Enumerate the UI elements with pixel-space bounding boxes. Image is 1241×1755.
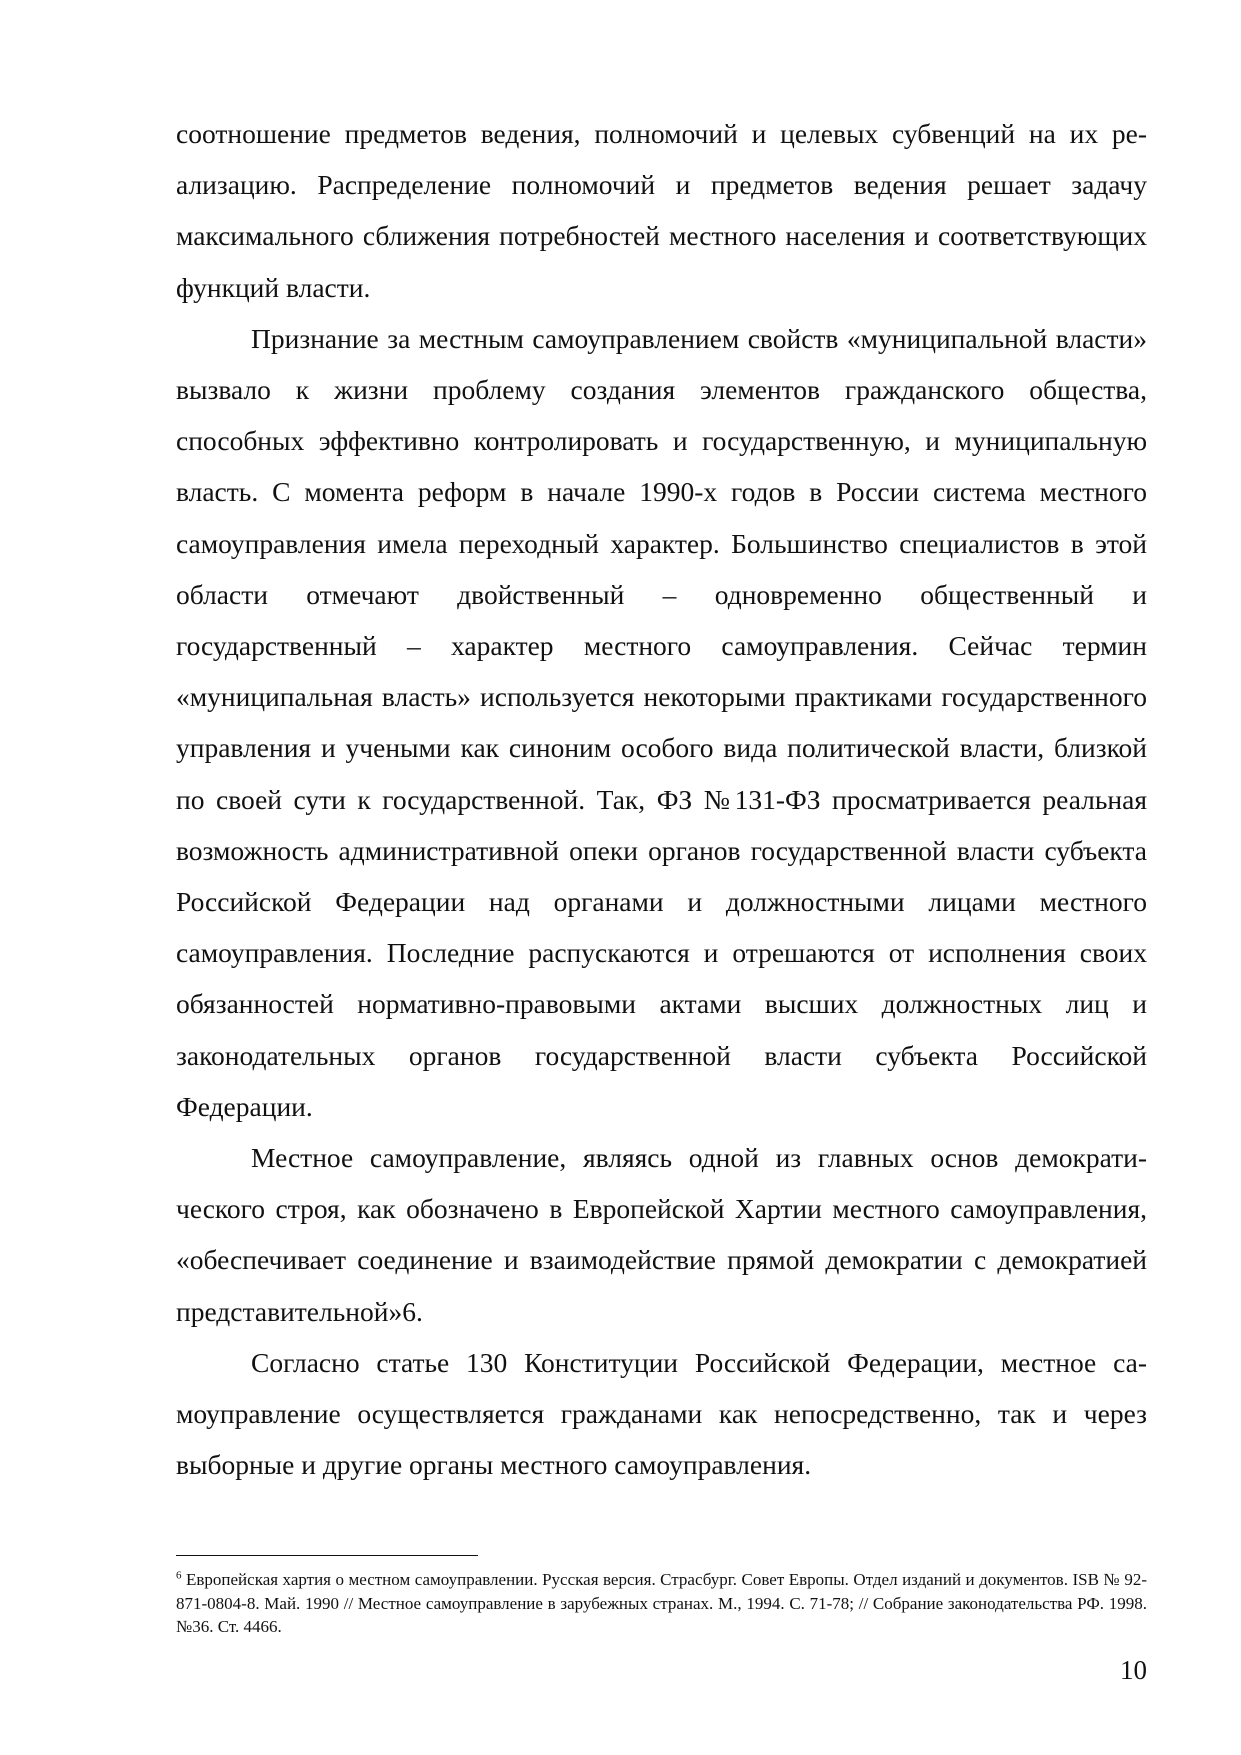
- document-body: [176, 108, 1147, 1490]
- footnote-text: Европейская хартия о местном самоуправлении. Русская версия. Страсбург. Совет Европы. Отдел изданий и документов. ISB № 92-871-0804-8. Май. 1990 // Местное самоуправление в зарубежных странах. М., 1994. С. 71-78; // Собрание законодательства РФ. 1998. №36. Ст. 4466.: [176, 1570, 1147, 1636]
- paragraph-municipal-power: Признание за местным самоуправлением свойств «муниципальной власти» вызвало к жизни проблему создания элементов гражданского общества, способных эффективно контролировать и государственную, и муниципальную власть. С момента реформ в начале 1990-х годов в России система местного самоуправления имела переходный характер. Большинство специалистов в этой области отмечают двойственный – одновременно общественный и государственный – характер местного самоуправления. Сейчас термин «муниципальная власть» используется некоторыми практиками государственного управления и учеными как синоним особого вида политической власти, близкой по своей сути к государственной. Так, ФЗ №131-ФЗ просматривается реальная возможность административной опеки органов государственной власти субъекта Российской Федерации над органами и должностными лицами местного самоуправления. Последние распускаются и отрешаются от исполнения своих обязанностей нормативно-правовыми актами высших должностных лиц и законодательных органов государственной власти субъекта Российской Федерации.: [176, 322, 1147, 1122]
- footnote-mark: 6: [176, 1569, 182, 1582]
- page-number: 10: [1120, 1655, 1147, 1685]
- paragraph-constitution-article: Согласно статье 130 Конституции Российской Федерации, местное самоуправление осуществляется гражданами как непосредственно, так и через выборные и другие органы местного самоуправления.: [176, 1346, 1147, 1481]
- footnote-separator: [176, 1555, 478, 1556]
- paragraph-continuation: соотношение предметов ведения, полномочий и целевых субвенций на их реализацию. Распределение полномочий и предметов ведения решает задачу максимального сближения потребностей местного населения и соответствующих функций власти.: [176, 118, 1147, 303]
- footnote: [176, 1568, 1147, 1639]
- paragraph-european-charter: Местное самоуправление, являясь одной из главных основ демократического строя, как обозначено в Европейской Хартии местного самоуправления, «обеспечивает соединение и взаимодействие прямой демократии с демократией представительной»6.: [176, 1142, 1147, 1327]
